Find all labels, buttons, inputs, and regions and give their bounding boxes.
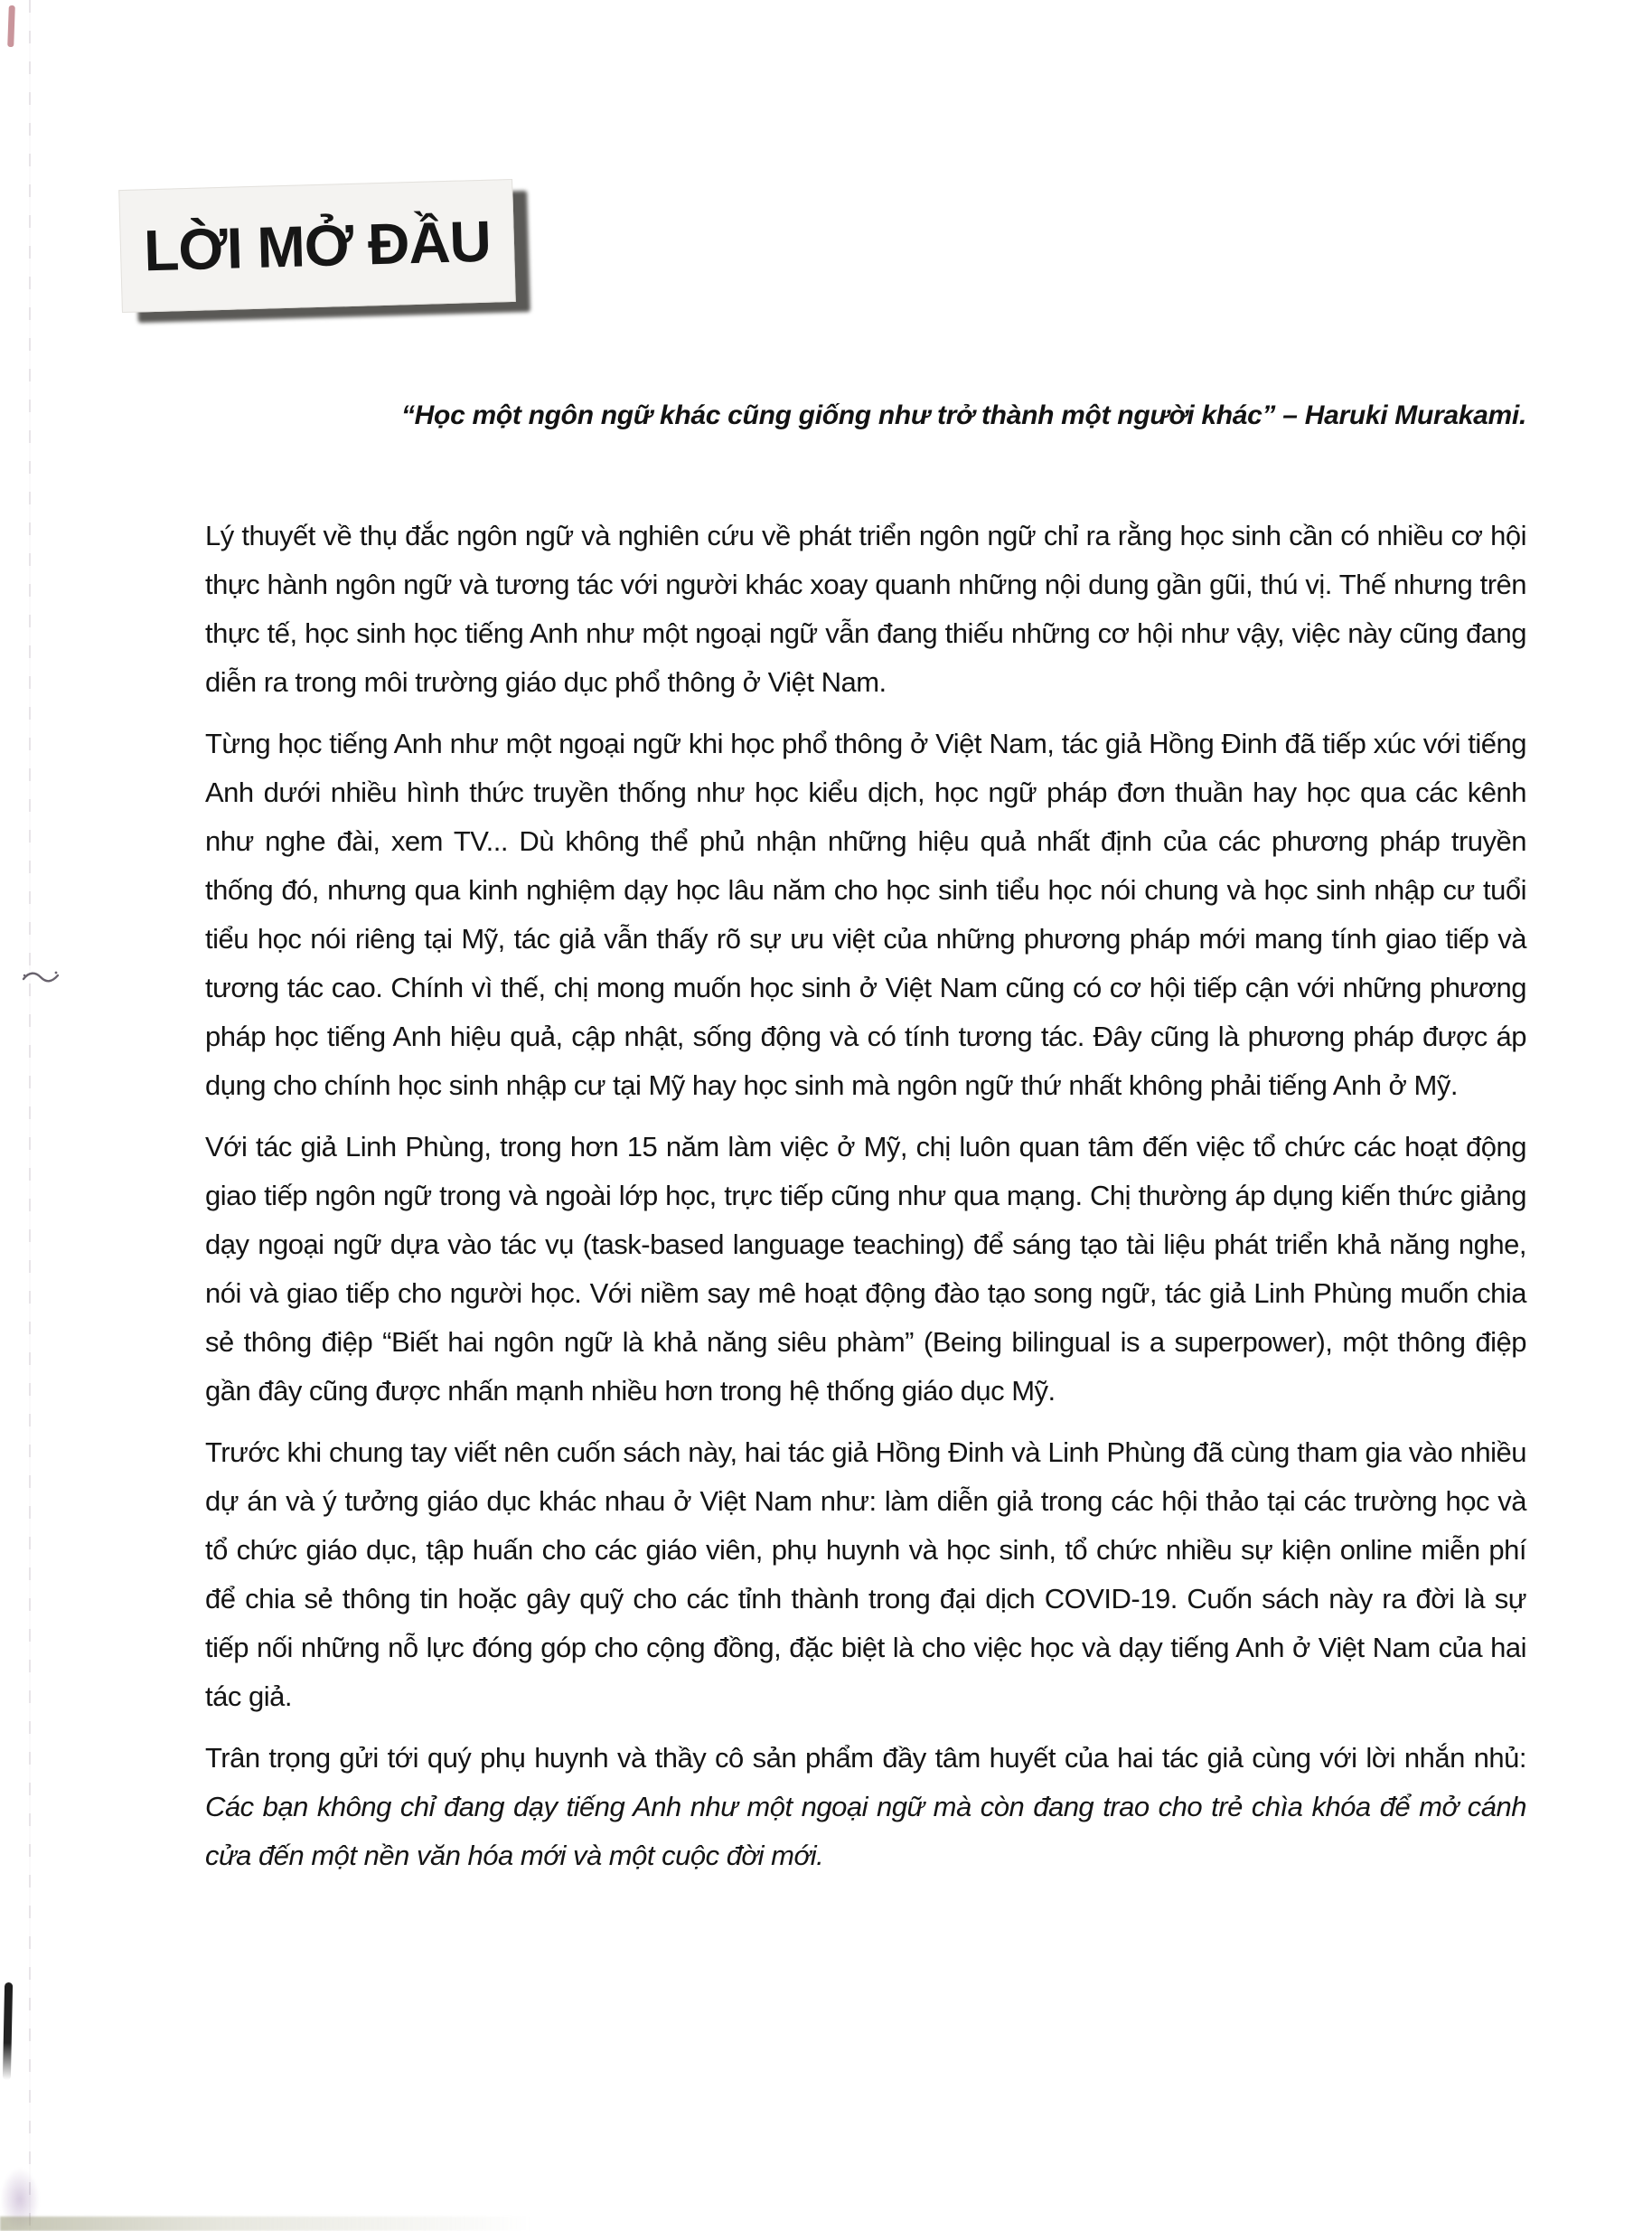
scan-smudge-bottom-edge [0, 2217, 560, 2231]
closing-italic-text: Các bạn không chỉ đang dạy tiếng Anh như một ngoại ngữ mà còn đang trao cho trẻ chìa khóa để mở cánh cửa đến một nền văn hóa mới và một cuộc đời mới. [205, 1791, 1526, 1871]
title-label-box [118, 179, 516, 313]
chapter-title-label [120, 184, 512, 306]
paragraph-5 [205, 1734, 1526, 1880]
paragraph-4: Trước khi chung tay viết nên cuốn sách này, hai tác giả Hồng Đinh và Linh Phùng đã cùng tham gia vào nhiều dự án và ý tưởng giáo dục khác nhau ở Việt Nam như: làm diễn giả trong các hội thảo tại các trường học và tổ chức giáo dục, tập huấn cho các giáo viên, phụ huynh và học sinh, tổ chức nhiều sự kiện online miễn phí để chia sẻ thông tin hoặc gây quỹ cho các tỉnh thành trong đại dịch COVID-19. Cuốn sách này ra đời là sự tiếp nối những nỗ lực đóng góp cho cộng đồng, đặc biệt là cho việc học và dạy tiếng Anh ở Việt Nam của hai tác giả. [205, 1436, 1526, 1712]
preface-body [205, 512, 1526, 1893]
page-title: LỜI MỞ ĐẦU [143, 208, 492, 284]
paragraph-3: Với tác giả Linh Phùng, trong hơn 15 năm làm việc ở Mỹ, chị luôn quan tâm đến việc tổ chức các hoạt động giao tiếp ngôn ngữ trong và ngoài lớp học, trực tiếp cũng như qua mạng. Chị thường áp dụng kiến thức giảng dạy ngoại ngữ dựa vào tác vụ (task-based language teaching) để sáng tạo tài liệu phát triển khả năng nghe, nói và giao tiếp cho người học. Với niềm say mê hoạt động đào tạo song ngữ, tác giả Linh Phùng muốn chia sẻ thông điệp “Biết hai ngôn ngữ là khả năng siêu phàm” (Being bilingual is a superpower), một thông điệp gần đây cũng được nhấn mạnh nhiều hơn trong hệ thống giáo dục Mỹ. [205, 1131, 1526, 1407]
epigraph [205, 398, 1526, 434]
paragraph-2: Từng học tiếng Anh như một ngoại ngữ khi học phổ thông ở Việt Nam, tác giả Hồng Đinh đã tiếp xúc với tiếng Anh dưới nhiều hình thức truyền thống như học kiểu dịch, học ngữ pháp đơn thuần hay học qua các kênh như nghe đài, xem TV... Dù không thể phủ nhận những hiệu quả nhất định của các phương pháp truyền thống đó, nhưng qua kinh nghiệm dạy học lâu năm cho học sinh tiểu học nói chung và học sinh nhập cư tuổi tiểu học nói riêng tại Mỹ, tác giả vẫn thấy rõ sự ưu việt của những phương pháp mới mang tính giao tiếp và tương tác cao. Chính vì thế, chị mong muốn học sinh ở Việt Nam cũng có cơ hội tiếp cận với những phương pháp học tiếng Anh hiệu quả, cập nhật, sống động và có tính tương tác. Đây cũng là phương pháp được áp dụng cho chính học sinh nhập cư tại Mỹ hay học sinh mà ngôn ngữ thứ nhất không phải tiếng Anh ở Mỹ. [205, 728, 1526, 1101]
closing-lead-text: Trân trọng gửi tới quý phụ huynh và thầy cô sản phẩm đầy tâm huyết của hai tác giả cùng với lời nhắn nhủ: [205, 1742, 1526, 1774]
epigraph-quote-text: “Học một ngôn ngữ khác cũng giống như trở thành một người khác” [400, 400, 1276, 430]
paragraph-1: Lý thuyết về thụ đắc ngôn ngữ và nghiên cứu về phát triển ngôn ngữ chỉ ra rằng học sinh cần có nhiều cơ hội thực hành ngôn ngữ và tương tác với người khác xoay quanh những nội dung gần gũi, thú vị. Thế nhưng trên thực tế, học sinh học tiếng Anh như một ngoại ngữ vẫn đang thiếu những cơ hội như vậy, việc này cũng đang diễn ra trong môi trường giáo dục phổ thông ở Việt Nam. [205, 520, 1526, 698]
scan-mark-top-left [7, 5, 15, 47]
epigraph-attribution: – Haruki Murakami. [1275, 400, 1526, 430]
handwritten-squiggle-mark [22, 967, 61, 987]
scan-streak-bottom-left [3, 1982, 13, 2080]
scan-binding-line [29, 0, 31, 2231]
